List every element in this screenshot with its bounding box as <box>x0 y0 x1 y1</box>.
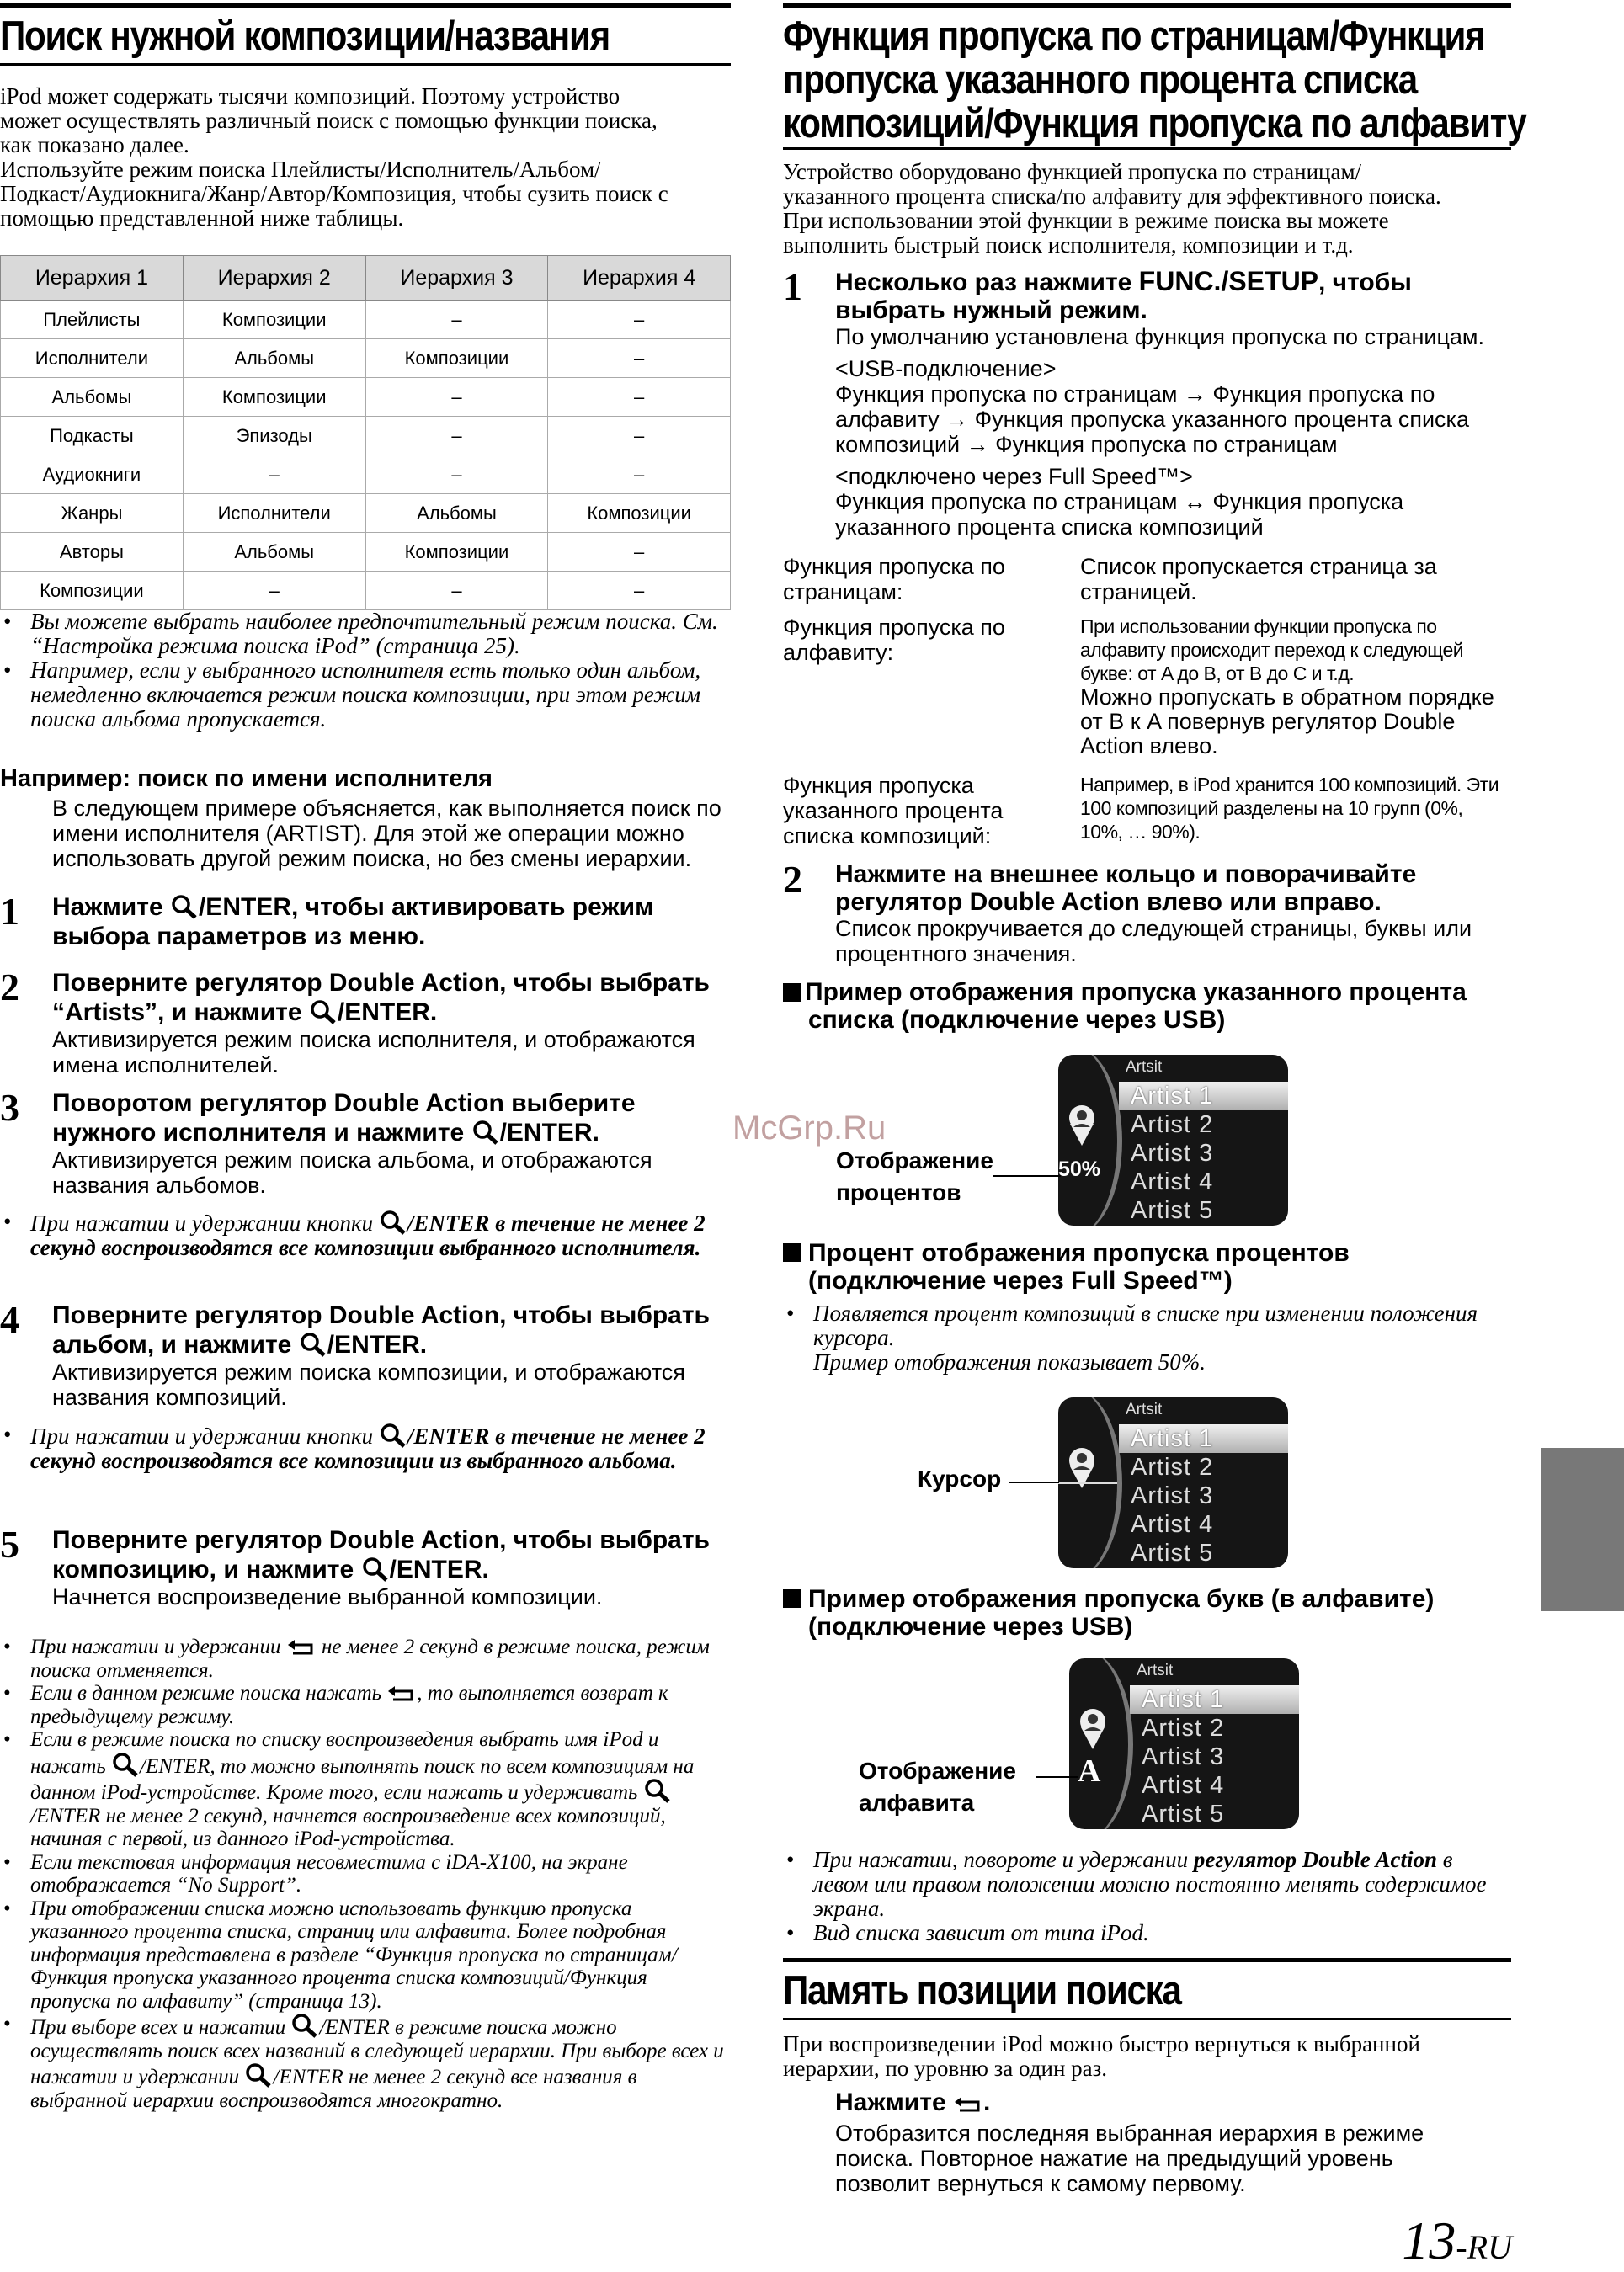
table-cell: – <box>365 572 548 610</box>
step-heading <box>52 892 731 951</box>
default-mode-text: По умолчанию установлена функция пропуска по страницам. <box>835 324 1484 349</box>
figure-title-text: Пример отображения пропуска указанного процента списка (подключение через USB) <box>805 978 1467 1034</box>
table-cell: – <box>365 378 548 417</box>
step-number: 1 <box>0 890 19 933</box>
watermark: McGrp.Ru <box>732 1109 887 1147</box>
step-number: 5 <box>0 1523 19 1566</box>
note-text: в левом или правом положении можно постоянно менять содержимое экрана. <box>813 1847 1487 1921</box>
step-number: 2 <box>783 858 802 901</box>
page-title: Поиск нужной композиции/названия <box>0 13 610 59</box>
note-text: При нажатии и удержании кнопки <box>30 1423 379 1449</box>
figure-title-text: Пример отображения пропуска букв (в алфавите) (подключение через USB) <box>808 1585 1435 1641</box>
def-desc-small: При использовании функции пропуска по алфавиту происходит переход к следующей букве: от A до B, от B до C и т.д. <box>1080 615 1464 684</box>
section-title-line: Функция пропуска по страницам/Функция <box>783 13 1485 59</box>
step-heading <box>52 968 731 1027</box>
screen-list-item: Artist 1 <box>1130 1685 1299 1714</box>
search-enter-icon <box>379 1210 407 1235</box>
table-header: Иерархия 2 <box>183 256 365 301</box>
side-tab-marker <box>1541 1448 1624 1611</box>
step-heading-text: /ENTER, чтобы активировать режим выбора параметров из меню. <box>52 893 654 950</box>
square-bullet-icon <box>783 1589 801 1608</box>
note-item <box>0 1423 731 1473</box>
callout-line <box>1009 1482 1059 1483</box>
step-heading <box>52 1301 731 1359</box>
usb-sequence: Функция пропуска по страницам → Функция пропуска по алфавиту → Функция пропуска указанного процента списка композиций → Функция пропуска по страницам <box>835 381 1469 457</box>
table-header: Иерархия 4 <box>548 256 731 301</box>
table-cell: Исполнители <box>183 494 365 533</box>
step-heading-text: Поверните регулятор Double Action, чтобы выбрать композицию, и нажмите <box>52 1526 710 1583</box>
def-desc-main: Можно пропускать в обратном порядке от B к A повернув регулятор Double Action влево. <box>1080 684 1494 758</box>
step-heading-text: /ENTER. <box>499 1119 599 1147</box>
note-item: • Вы можете выбрать наиболее предпочтительный режим поиска. См. “Настройка режима поиска iPod” (страница 25). <box>0 609 731 658</box>
intro-line: как показано далее. <box>0 132 189 157</box>
note-item: • Например, если у выбранного исполнителя есть только один альбом, немедленно включается режим поиска композиции, при этом режим поиска альбома пропускается. <box>0 658 731 732</box>
figure-2-title <box>783 1239 1507 1295</box>
right-step-2 <box>783 860 1511 966</box>
press-text: Нажмите <box>835 2088 953 2116</box>
step-3 <box>0 1088 731 1198</box>
def-desc <box>1080 615 1510 758</box>
intro-line: может осуществлять различный поиск с помощью функции поиска, <box>0 108 658 133</box>
table-cell: – <box>548 533 731 572</box>
step-desc <box>835 324 1509 540</box>
step-2 <box>0 968 731 1077</box>
step-1 <box>0 892 731 951</box>
return-icon <box>286 1637 317 1656</box>
table-cell: Авторы <box>1 533 184 572</box>
note-text: не менее 2 секунд в режиме поиска, режим поиска отменяется. <box>30 1636 710 1682</box>
screen-header: Artsit <box>1137 1662 1174 1679</box>
def-term: Функция пропуска по алфавиту: <box>783 615 1005 665</box>
step-heading-text: /ENTER. <box>389 1556 489 1583</box>
step-4 <box>0 1298 731 1410</box>
table-cell: Композиции <box>183 378 365 417</box>
alphabet-display-label: Отображение алфавита <box>859 1758 1016 1816</box>
step-heading-text: /ENTER. <box>337 998 438 1026</box>
note-text: /ENTER в течение не менее 2 секунд воспроизводятся все композиции из выбранного альбома. <box>30 1423 706 1473</box>
table-cell: Аудиокниги <box>1 455 184 494</box>
page-num: 13 <box>1402 2211 1456 2270</box>
def-term: Функция пропуска по страницам: <box>783 554 1005 604</box>
cursor-marker <box>1058 1482 1117 1484</box>
callout-line <box>1036 1776 1078 1778</box>
person-icon <box>1076 1707 1110 1751</box>
table-header-row <box>1 256 731 301</box>
step-desc: Активизируется режим поиска композиции, и отображаются названия композиций. <box>52 1359 685 1410</box>
fullspeed-sequence: Функция пропуска по страницам ↔ Функция пропуска указанного процента списка композиций <box>835 489 1404 540</box>
step-heading-text: /ENTER. <box>327 1331 428 1359</box>
note-text: /ENTER в течение не менее 2 секунд воспроизводятся все композиции выбранного исполнителя. <box>30 1210 706 1260</box>
left-title-bar <box>0 3 731 66</box>
table-cell: – <box>183 572 365 610</box>
step-heading <box>835 268 1511 324</box>
ipod-screen-percent <box>1058 1055 1288 1226</box>
search-enter-icon <box>471 1120 500 1145</box>
note-item <box>0 1682 731 1728</box>
notes-after-table <box>0 609 731 732</box>
table-row <box>1 339 731 378</box>
def-desc-small: Например, в iPod хранится 100 композиций. Эти 100 композиций разделены на 10 групп (0%, 10%, … 90%). <box>1080 774 1499 843</box>
screen-header: Artsit <box>1126 1058 1163 1076</box>
callout-line <box>993 1175 1061 1177</box>
table-cell: – <box>183 455 365 494</box>
func-setup-key: FUNC./SETUP <box>1138 266 1319 296</box>
step-number: 2 <box>0 966 19 1008</box>
memory-title-bar <box>783 1958 1511 2020</box>
search-enter-icon <box>111 1752 140 1777</box>
table-cell: Композиции <box>365 339 548 378</box>
screen-header: Artsit <box>1126 1401 1163 1418</box>
note-text: регулятор Double Action <box>1193 1847 1437 1872</box>
fullspeed-label: <подключено через Full Speed™> <box>835 464 1193 489</box>
table-cell: – <box>548 378 731 417</box>
note-step-4 <box>0 1423 731 1473</box>
table-header: Иерархия 3 <box>365 256 548 301</box>
note-text: При нажатии и удержании кнопки <box>30 1210 379 1236</box>
step-desc: Активизируется режим поиска альбома, и отображаются названия альбомов. <box>52 1147 652 1198</box>
note-item: Пример отображения показывает 50%. <box>813 1349 1206 1375</box>
step-desc: Активизируется режим поиска исполнителя, и отображаются имена исполнителей. <box>52 1027 695 1077</box>
note-item <box>783 1848 1511 1921</box>
ipod-screen-cursor <box>1058 1397 1288 1568</box>
screen-list-item: Artist 2 <box>1131 1454 1214 1481</box>
percent-display-label: Отображение процентов <box>836 1147 993 1205</box>
screen-list-item: Artist 5 <box>1131 1540 1214 1567</box>
search-enter-icon <box>170 894 199 919</box>
step-number: 4 <box>0 1298 19 1341</box>
cursor-label: Курсор <box>918 1466 1002 1492</box>
right-title-bar <box>783 3 1526 150</box>
step-heading-text: Нажмите <box>52 893 170 921</box>
step-number: 1 <box>783 265 802 308</box>
table-cell: – <box>365 301 548 339</box>
note-text: /ENTER не менее 2 секунд, начнется воспроизведение всех композиций, начиная с первой, из данного iPod-устройства. <box>30 1804 666 1850</box>
screen-list-item: Artist 5 <box>1142 1801 1225 1828</box>
return-icon <box>386 1684 417 1702</box>
return-icon <box>953 2094 983 2113</box>
memory-title: Память позиции поиска <box>783 1968 1181 2014</box>
note-text: /ENTER не менее 2 секунд все названия в выбранной иерархии воспроизводятся многократно. <box>30 2066 637 2112</box>
square-bullet-icon <box>783 983 801 1002</box>
table-cell: Композиции <box>548 494 731 533</box>
table-cell: Композиции <box>183 301 365 339</box>
usb-label: <USB-подключение> <box>835 356 1057 381</box>
table-cell: – <box>365 455 548 494</box>
final-notes <box>0 1636 731 2112</box>
ipod-screen-alpha <box>1069 1658 1299 1829</box>
step-heading-text: Поверните регулятор Double Action, чтобы выбрать альбом, и нажмите <box>52 1301 710 1359</box>
intro-line: iPod может содержать тысячи композиций. Поэтому устройство <box>0 83 620 109</box>
hierarchy-table <box>0 255 731 610</box>
table-row <box>1 533 731 572</box>
intro-line: помощью представленной ниже таблицы. <box>0 205 404 231</box>
screen-list-item: Artist 3 <box>1131 1140 1214 1167</box>
table-cell: Композиции <box>365 533 548 572</box>
note-step-3 <box>0 1210 731 1260</box>
screen-list-item: Artist 2 <box>1131 1111 1214 1138</box>
note-text: При нажатии, повороте и удержании <box>813 1847 1194 1872</box>
note-text: Если в режиме поиска по списку воспроизведения выбрать имя iPod и нажать <box>30 1728 659 1778</box>
table-cell: Альбомы <box>183 339 365 378</box>
page-number <box>1402 2210 1512 2272</box>
right-intro: Устройство оборудовано функцией пропуска по страницам/ указанного процента списка/по алфавиту для эффективного поиска. При использовании этой функции в режиме поиска вы можете выполнить быстрый поиск исполнителя, композиции и т.д. <box>783 159 1441 258</box>
step-heading-text: Поворотом регулятор Double Action выберите нужного исполнителя и нажмите <box>52 1089 636 1147</box>
right-notes <box>783 1848 1511 1945</box>
table-row <box>1 572 731 610</box>
intro-line: Используйте режим поиска Плейлисты/Исполнитель/Альбом/ <box>0 157 601 182</box>
table-cell: Исполнители <box>1 339 184 378</box>
table-cell: Альбомы <box>183 533 365 572</box>
step-heading-text: Несколько раз нажмите <box>835 269 1139 296</box>
search-enter-icon <box>379 1423 407 1448</box>
figure-2-notes <box>783 1301 1511 1375</box>
note-text: , то выполняется возврат к предыдущему режиму. <box>30 1682 668 1728</box>
screen-list-item: Artist 4 <box>1131 1511 1214 1538</box>
note-text: При нажатии и удержании <box>30 1636 286 1658</box>
table-row <box>1 494 731 533</box>
example-title: Например: поиск по имени исполнителя <box>0 765 493 792</box>
section-title-line: композиций/Функция пропуска по алфавиту <box>783 101 1526 146</box>
step-heading <box>52 1525 731 1584</box>
table-cell: – <box>548 455 731 494</box>
def-term: Функция пропуска указанного процента списка композиций: <box>783 773 1004 849</box>
screen-list-item: Artist 3 <box>1142 1743 1225 1770</box>
skip-badge: A <box>1078 1753 1101 1789</box>
def-desc: Список пропускается страница за страницей. <box>1080 554 1437 604</box>
note-item: • Если текстовая информация несовместима с iDA-X100, на экране отображается “No Support”. <box>0 1851 731 1897</box>
step-heading-text: Поверните регулятор Double Action, чтобы выбрать “Artists”, и нажмите <box>52 969 710 1026</box>
search-enter-icon <box>290 2013 319 2038</box>
table-header: Иерархия 1 <box>1 256 184 301</box>
right-step-1 <box>783 265 1511 540</box>
table-cell: – <box>365 417 548 455</box>
note-item <box>0 2013 731 2112</box>
search-enter-icon <box>361 1556 390 1582</box>
note-item <box>0 1728 731 1851</box>
search-enter-icon <box>299 1332 327 1357</box>
screen-list-item: Artist 4 <box>1131 1168 1214 1195</box>
note-item <box>0 1636 731 1682</box>
table-cell: Жанры <box>1 494 184 533</box>
screen-list-item: Artist 3 <box>1131 1482 1214 1509</box>
skip-badge: 50% <box>1058 1157 1101 1181</box>
memory-desc: Отобразится последняя выбранная иерархия в режиме поиска. Повторное нажатие на предыдущий уровень позволит вернуться к самому первому. <box>835 2120 1424 2196</box>
person-icon <box>1065 1104 1099 1147</box>
step-desc: Список прокручивается до следующей страницы, буквы или процентного значения. <box>835 916 1472 966</box>
example-text: В следующем примере объясняется, как выполняется поиск по имени исполнителя (ARTIST). Для этой же операции можно использовать другой режим поиска, но без смены иерархии. <box>52 795 721 871</box>
note-item: • Появляется процент композиций в списке при изменении положения курсора. <box>783 1301 1511 1350</box>
search-enter-icon <box>244 2062 273 2088</box>
note-item: • При отображении списка можно использовать функцию пропуска указанного процента списка, страниц или алфавита. Более подробная информация представлена в разделе “Функция пропуска по страницам/Функция пропуска указанного процента списка композиций/Функция пропуска по алфавиту” (страница 13). <box>0 1897 731 2014</box>
table-row <box>1 455 731 494</box>
note-text: /ENTER в режиме поиска можно осуществлять поиск всех названий в следующей иерархии. При выборе всех и нажатии и удержании <box>30 2016 724 2088</box>
note-text: /ENTER, то можно выполнять поиск по всем композициям на данном iPod-устройстве. Кроме того, если нажать и удерживать <box>30 1754 695 1804</box>
note-item <box>0 1210 731 1260</box>
table-cell: – <box>548 301 731 339</box>
table-row <box>1 378 731 417</box>
page-suffix: -RU <box>1456 2228 1512 2266</box>
note-text: При выборе всех и нажатии <box>30 2016 291 2039</box>
table-cell: Альбомы <box>365 494 548 533</box>
figure-1-title <box>783 978 1507 1034</box>
note-item: • Вид списка зависит от типа iPod. <box>783 1921 1511 1945</box>
table-cell: Плейлисты <box>1 301 184 339</box>
table-cell: Подкасты <box>1 417 184 455</box>
step-number: 3 <box>0 1086 19 1129</box>
intro-paragraph <box>0 84 731 231</box>
square-bullet-icon <box>783 1243 801 1262</box>
table-cell: Эпизоды <box>183 417 365 455</box>
search-enter-icon <box>309 999 338 1024</box>
step-heading: Нажмите на внешнее кольцо и поворачивайте регулятор Double Action влево или вправо. <box>835 860 1417 916</box>
screen-list-item: Artist 4 <box>1142 1772 1225 1799</box>
memory-press: Нажмите . <box>835 2088 991 2116</box>
step-heading-text: , чтобы выбрать нужный режим. <box>835 269 1412 324</box>
memory-intro: При воспроизведении iPod можно быстро вернуться к выбранной иерархии, по уровню за один раз. <box>783 2031 1420 2081</box>
step-heading <box>52 1088 731 1147</box>
step-desc: Начнется воспроизведение выбранной композиции. <box>52 1584 603 1610</box>
figure-3-title <box>783 1585 1507 1641</box>
table-cell: Композиции <box>1 572 184 610</box>
intro-line: Подкаст/Аудиокнига/Жанр/Автор/Композиция, чтобы сузить поиск с <box>0 181 668 206</box>
table-cell: – <box>548 339 731 378</box>
section-title-line: пропуска указанного процента списка <box>783 57 1417 103</box>
table-row <box>1 301 731 339</box>
figure-title-text: Процент отображения пропуска процентов (подключение через Full Speed™) <box>808 1239 1350 1295</box>
table-row <box>1 417 731 455</box>
table-cell: – <box>548 417 731 455</box>
screen-list-item: Artist 2 <box>1142 1715 1225 1742</box>
screen-list-item: Artist 5 <box>1131 1197 1214 1224</box>
table-cell: Альбомы <box>1 378 184 417</box>
screen-list-item: Artist 1 <box>1119 1082 1288 1110</box>
search-enter-icon <box>643 1778 672 1803</box>
note-text: Если в данном режиме поиска нажать <box>30 1682 387 1705</box>
table-cell: – <box>548 572 731 610</box>
screen-list-item: Artist 1 <box>1119 1424 1288 1453</box>
step-5 <box>0 1525 731 1610</box>
